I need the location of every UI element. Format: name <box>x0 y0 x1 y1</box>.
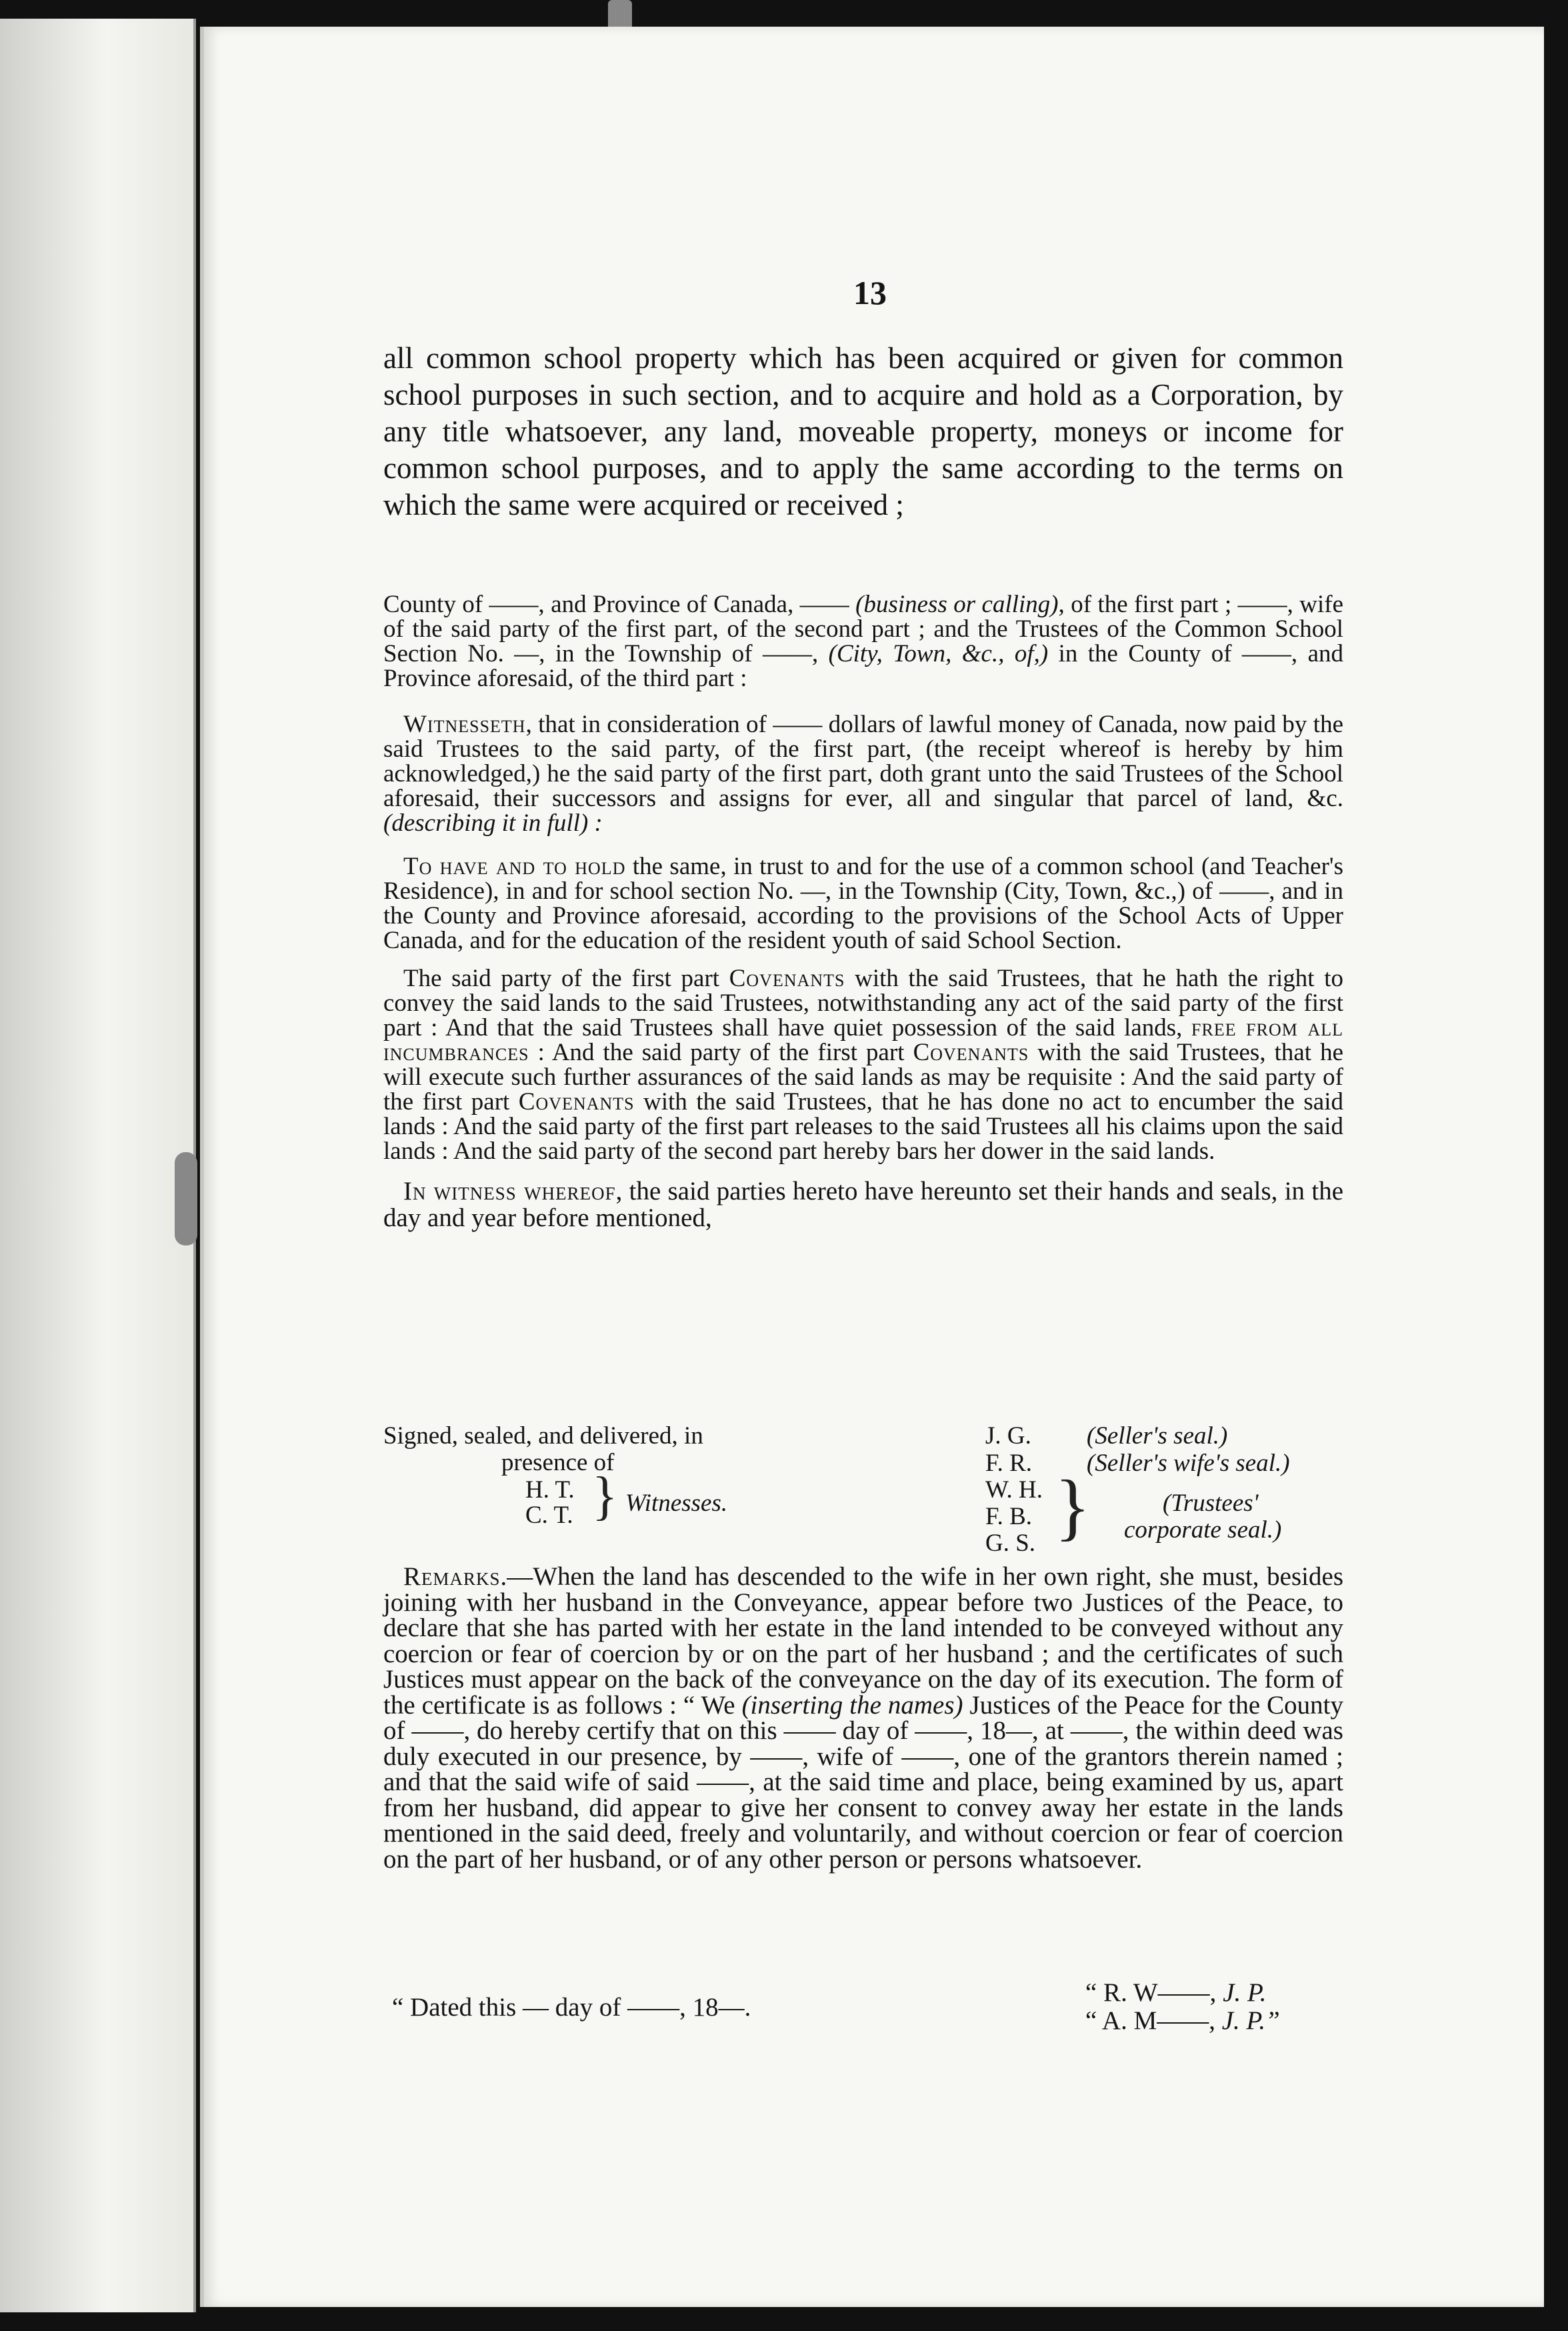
trustee-initials: W. H. <box>985 1476 1043 1504</box>
testimonium-paragraph: In witness whereof, the said parties hereto have hereunto set their hands and seals, in the day and year before mentioned, <box>383 1177 1344 1232</box>
signed-sealed-line: Signed, sealed, and delivered, in <box>383 1422 703 1450</box>
brace-witnesses: } <box>592 1467 618 1526</box>
trustee-initials: G. S. <box>985 1530 1036 1557</box>
page-number: 13 <box>853 274 887 311</box>
witness-initials: H. T. <box>525 1476 575 1504</box>
witnesseth-paragraph: Witnesseth, that in consideration of —— dollars of lawful money of Canada, now paid by the said Trustees to the said party, of the first part, (the receipt whereof is hereby by him acknowledged,) he the said party of the first part, doth grant unto the said Trustees of the School aforesaid, their successors and assigns for ever, all and singular that parcel of land, &c. (describing it in full) : <box>383 711 1343 837</box>
deed-parties-paragraph: County of ——, and Province of Canada, —— (business or calling), of the first part ; ——, wife of the said party of the first part, of the second part ; and the Trustees of the Common School Section No. —, in the Township of ——, (City, Town, &c., of,) in the County of ——, and Province aforesaid, of the third part : <box>383 591 1344 692</box>
justice-signature: “ R. W——, J. P. <box>1085 1978 1267 2007</box>
seller-seal: (Seller's seal.) <box>1087 1422 1228 1450</box>
seller-wife-seal: (Seller's wife's seal.) <box>1087 1450 1290 1477</box>
intro-paragraph <box>383 340 1343 523</box>
witnesses-label: Witnesses. <box>625 1490 728 1517</box>
habendum-paragraph: To have and to hold the same, in trust to and for the use of a common school (and Teacher's Residence), in and for school section No. —, in the Township (City, Town, &c.,) of ——, and in the County and Province aforesaid, according to the provisions of the School Acts of Upper Canada, and for the education of the resident youth of said School Section. <box>383 853 1343 954</box>
intro-text: all common school property which has been acquired or given for common school purposes in such section, and to acquire and hold as a Corporation, by any title whatsoever, any land, moveable property, moneys or income for common school purposes, and to apply the same according to the terms on which the same were acquired or received ; <box>383 341 1343 521</box>
trustees-seal: (Trustees' <box>1163 1490 1259 1517</box>
trustees-seal: corporate seal.) <box>1124 1516 1282 1544</box>
brace-trustees: } <box>1055 1466 1091 1548</box>
binding-mark <box>175 1152 197 1246</box>
presence-line: presence of <box>501 1449 615 1476</box>
dated-line: “ Dated this — day of ——, 18—. <box>392 1993 751 2022</box>
facing-page-edge <box>0 19 196 2312</box>
covenants-paragraph: The said party of the first part Covenants with the said Trustees, that he hath the right to convey the said lands to the said Trustees, notwithstanding any act of the said party of the first part : And that the said Trustees shall have quiet possession of the said lands, free from all incumbrances : And the said party of the first part Covenants with the said Trustees, that he will execute such further assurances of the said lands as may be requisite : And the said party of the first part Covenants with the said Trustees, that he has done no act to encumber the said lands : And the said party of the first part releases to the said Trustees all his claims upon the said lands : And the said party of the second part hereby bars her dower in the said lands. <box>383 965 1344 1165</box>
deed-form <box>383 592 1343 1232</box>
trustee-initials: F. B. <box>985 1503 1033 1530</box>
witness-initials: C. T. <box>525 1502 573 1529</box>
seller-initials: J. G. <box>985 1422 1031 1450</box>
justice-signature: “ A. M——, J. P.” <box>1085 2006 1280 2035</box>
remarks-paragraph: Remarks.—When the land has descended to the wife in her own right, she must, besides joining with her husband in the Conveyance, appear before two Justices of the Peace, to declare that she has parted with her estate in the land intended to be conveyed without any coercion or fear of coercion by or on the part of her husband ; and the certificates of such Justices must appear on the back of the conveyance on the day of its execution. The form of the certificate is as follows : “ We (inserting the names) Justices of the Peace for the County of ——, do hereby certify that on this —— day of ——, 18—, at ——, the within deed was duly executed in our presence, by ——, wife of ——, one of the grantors therein named ; and that the said wife of said ——, at the said time and place, being examined by us, apart from her husband, did appear to give her consent to convey away her estate in the lands mentioned in the said deed, freely and voluntarily, and without coercion or fear of coercion on the part of her husband, or of any other person or persons whatsoever. <box>383 1562 1343 1874</box>
seller-wife-initials: F. R. <box>985 1450 1033 1477</box>
